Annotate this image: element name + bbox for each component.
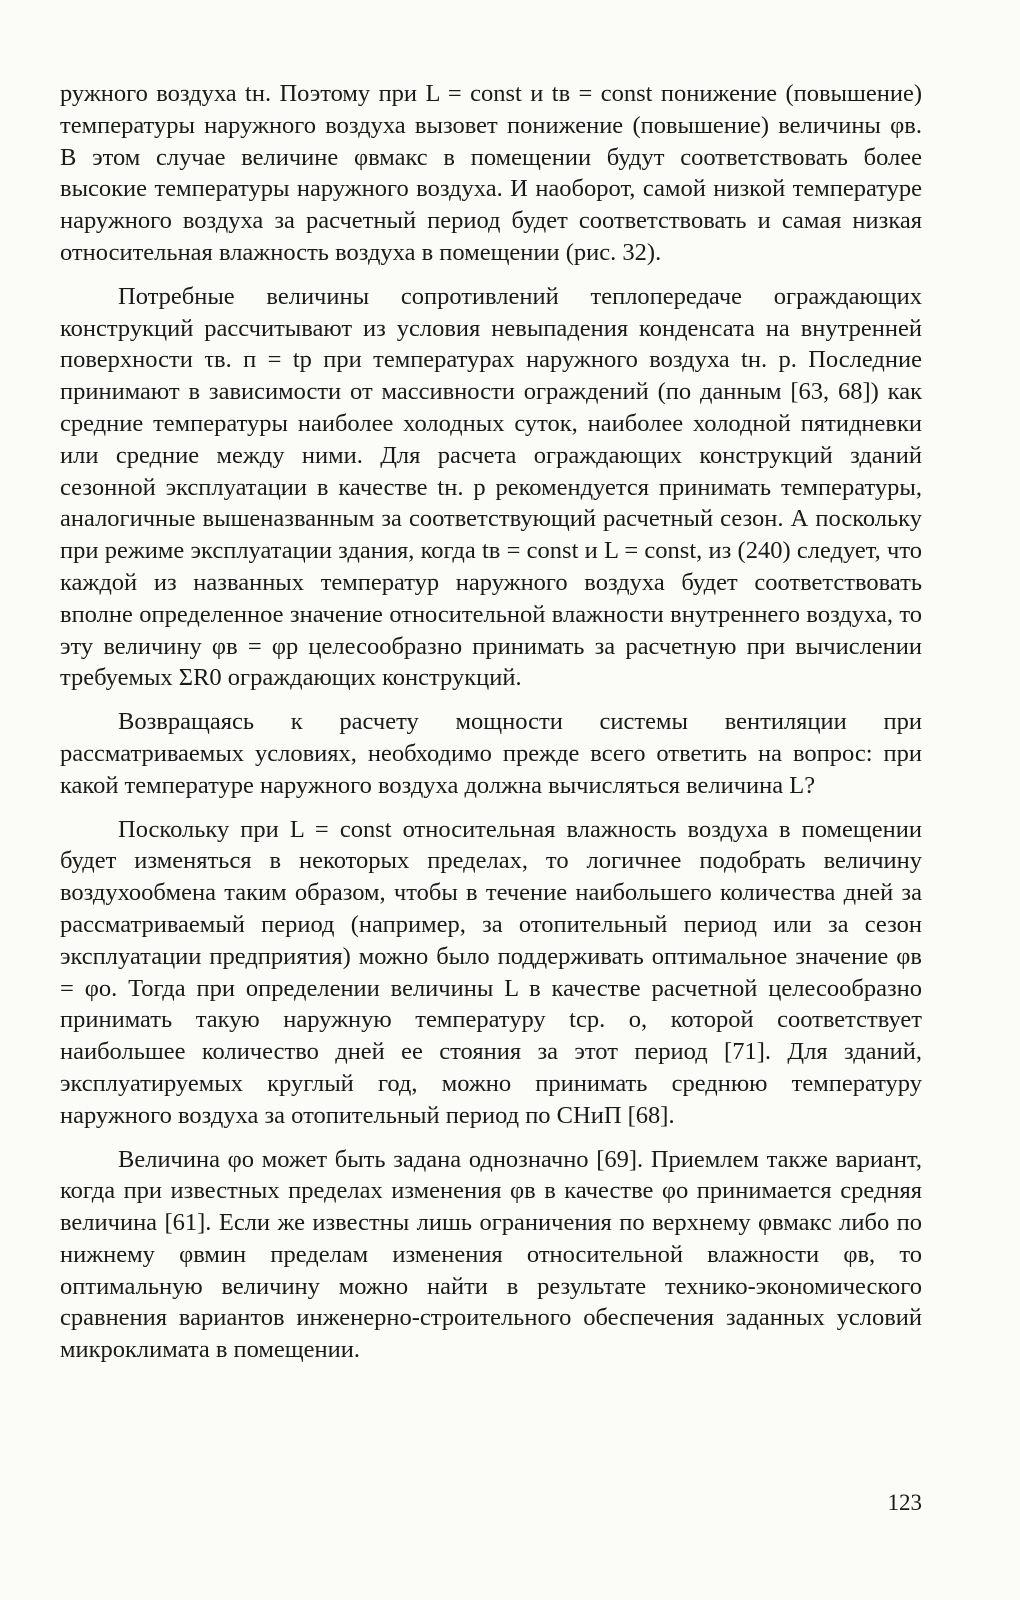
page-number: 123	[887, 1490, 922, 1515]
paragraph-2: Потребные величины сопротивлений теплопередаче ограждающих конструкций рассчитывают из условия невыпадения конденсата на внутренней поверхности τв. п = tр при температурах наружного воздуха tн. р. Последние принимают в зависимости от массивности ограждений (по данным [63, 68]) как средние температуры наиболее холодных суток, наиболее холодной пятидневки или средние между ними. Для расчета ограждающих конструкций зданий сезонной эксплуатации в качестве tн. р рекомендуется принимать температуры, аналогичные вышеназванным за соответствующий расчетный сезон. А поскольку при режиме эксплуатации здания, когда tв = const и L = const, из (240) следует, что каждой из названных температур наружного воздуха будет соответствовать вполне определенное значение относительной влажности внутреннего воздуха, то эту величину φв = φр целесообразно принимать за расчетную при вычислении требуемых ΣR0 ограждающих конструкций.	[60, 282, 922, 692]
paragraph-1: ружного воздуха tн. Поэтому при L = const и tв = const понижение (повышение) температуры наружного воздуха вызовет понижение (повышение) величины φв. В этом случае величине φвмакс в помещении будут соответствовать более высокие температуры наружного воздуха. И наоборот, самой низкой температуре наружного воздуха за расчетный период будет соответствовать и самая низкая относительная влажность воздуха в помещении (рис. 32).	[60, 80, 922, 266]
paragraph-3: Возвращаясь к расчету мощности системы вентиляции при рассматриваемых условиях, необходимо прежде всего ответить на вопрос: при какой температуре наружного воздуха должна вычисляться величина L?	[60, 708, 922, 799]
paragraph-5: Величина φо может быть задана однозначно [69]. Приемлем также вариант, когда при известных пределах изменения φв в качестве φо принимается средняя величина [61]. Если же известны лишь ограничения по верхнему φвмакс либо по нижнему φвмин пределам изменения относительной влажности φв, то оптимальную величину можно найти в результате технико-экономического сравнения вариантов инженерно-строительного обеспечения заданных условий микроклимата в помещении.	[60, 1145, 922, 1364]
page-body	[60, 78, 922, 1366]
paragraph-4: Поскольку при L = const относительная влажность воздуха в помещении будет изменяться в некоторых пределах, то логичнее подобрать величину воздухообмена таким образом, чтобы в течение наибольшего количества дней за рассматриваемый период (например, за отопительный период или за сезон эксплуатации предприятия) можно было поддерживать оптимальное значение φв = φо. Тогда при определении величины L в качестве расчетной целесообразно принимать такую наружную температуру tср. о, которой соответствует наибольшее количество дней ее стояния за этот период [71]. Для зданий, эксплуатируемых круглый год, можно принимать среднюю температуру наружного воздуха за отопительный период по СНиП [68].	[60, 815, 922, 1129]
